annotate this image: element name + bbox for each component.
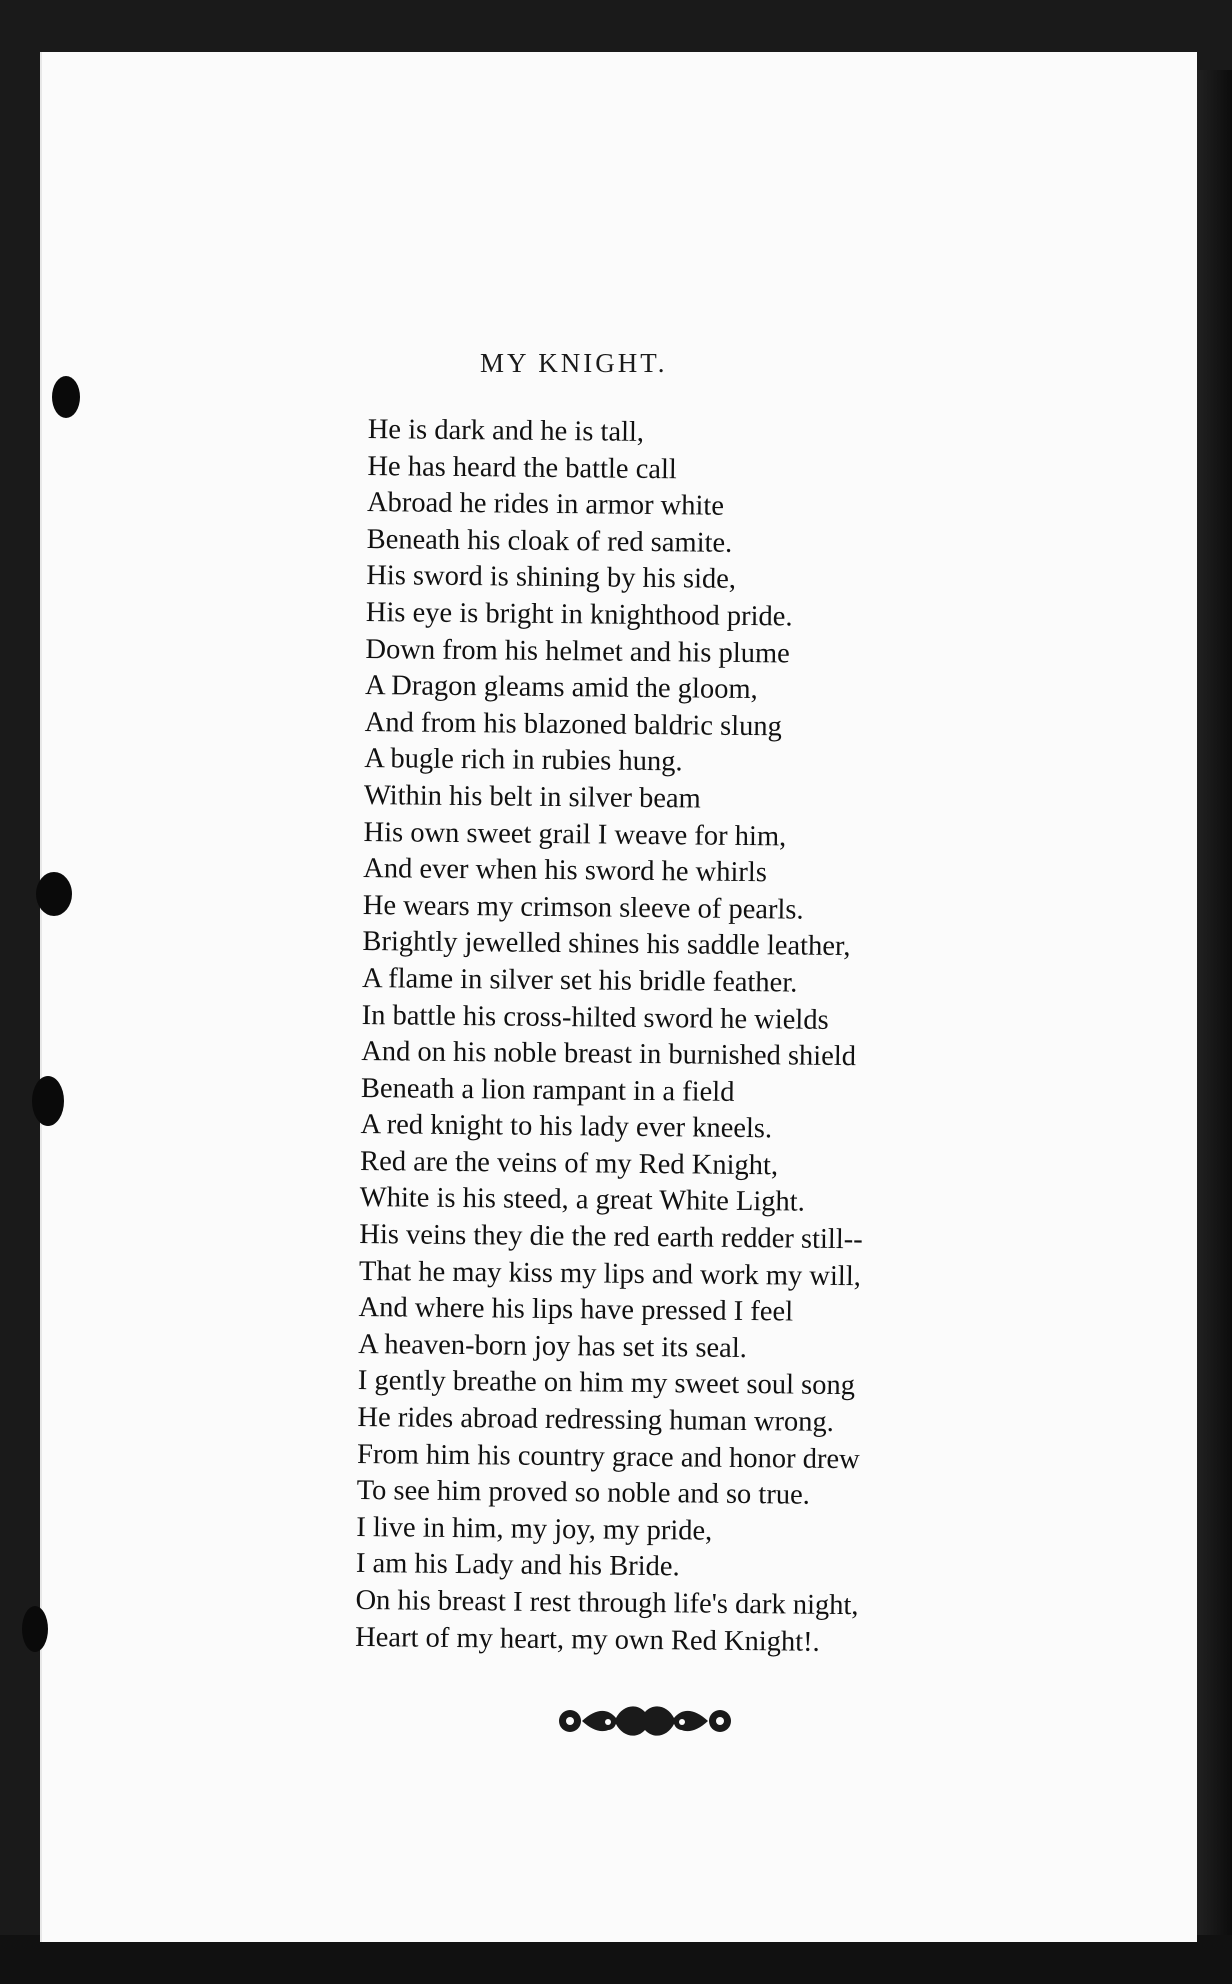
poem-line: Red are the veins of my Red Knight, bbox=[359, 1145, 779, 1182]
poem-line: In battle his cross-hilted sword he wields bbox=[361, 999, 829, 1036]
poem-line: A Dragon gleams amid the gloom, bbox=[364, 670, 758, 706]
poem-title: MY KNIGHT. bbox=[480, 348, 668, 378]
poem-line: And on his noble breast in burnished shield bbox=[361, 1036, 857, 1073]
poem-line: I gently breathe on him my sweet soul song bbox=[357, 1365, 856, 1402]
poem-line: His own sweet grail I weave for him, bbox=[363, 816, 787, 852]
poem-line: And ever when his sword he whirls bbox=[363, 853, 768, 889]
poem-body bbox=[355, 412, 1008, 1663]
poem-line: He has heard the battle call bbox=[367, 450, 677, 485]
poem-line: Down from his helmet and his plume bbox=[365, 633, 790, 669]
poem-line: A flame in silver set his bridle feather. bbox=[361, 962, 798, 999]
poem-line: Brightly jewelled shines his saddle leather, bbox=[362, 926, 851, 963]
poem-line: Beneath a lion rampant in a field bbox=[360, 1072, 735, 1108]
poem-line: He wears my crimson sleeve of pearls. bbox=[362, 889, 804, 926]
floral-ornament-icon bbox=[556, 1698, 734, 1744]
poem-line: His eye is bright in knighthood pride. bbox=[365, 596, 793, 633]
poem-line: Abroad he rides in armor white bbox=[366, 487, 725, 522]
poem-line: And where his lips have pressed I feel bbox=[358, 1292, 794, 1328]
poem-line: I live in him, my joy, my pride, bbox=[356, 1511, 713, 1547]
poem-line: A red knight to his lady ever kneels. bbox=[360, 1109, 773, 1145]
poem-line: On his breast I rest through life's dark night, bbox=[355, 1584, 859, 1622]
binding-hole bbox=[36, 872, 72, 916]
poem-line: White is his steed, a great White Light. bbox=[359, 1182, 805, 1219]
poem-line: I am his Lady and his Bride. bbox=[355, 1548, 680, 1583]
poem-line: He rides abroad redressing human wrong. bbox=[357, 1401, 835, 1438]
binding-hole bbox=[52, 376, 80, 418]
poem-line: His veins they die the red earth redder still-- bbox=[359, 1219, 863, 1256]
poem-line: A bugle rich in rubies hung. bbox=[364, 743, 683, 778]
poem-line: From him his country grace and honor drew bbox=[356, 1438, 860, 1475]
poem-line: Heart of my heart, my own Red Knight!. bbox=[355, 1621, 820, 1658]
poem-line: He is dark and he is tall, bbox=[367, 413, 645, 448]
poem-line: To see him proved so noble and so true. bbox=[356, 1475, 810, 1511]
poem-line: A heaven-born joy has set its seal. bbox=[358, 1328, 748, 1364]
poem-line: Within his belt in silver beam bbox=[363, 779, 701, 815]
binding-hole bbox=[32, 1076, 64, 1126]
binding-hole bbox=[22, 1606, 48, 1652]
poem-line: That he may kiss my lips and work my will, bbox=[358, 1255, 862, 1292]
scan-bottom-edge bbox=[0, 1935, 1232, 1984]
poem-line: Beneath his cloak of red samite. bbox=[366, 523, 733, 559]
poem-line: His sword is shining by his side, bbox=[366, 560, 737, 596]
poem-line: And from his blazoned baldric slung bbox=[364, 706, 783, 743]
